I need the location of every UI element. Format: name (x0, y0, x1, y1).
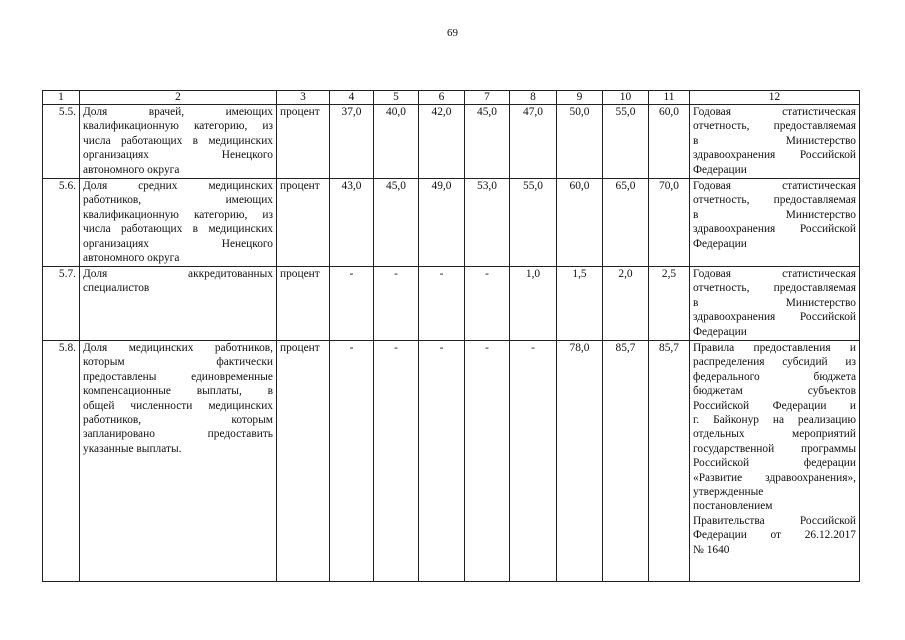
text-line: компенсационные выплаты, в (83, 385, 273, 398)
text-line: Правительства Российской (693, 514, 856, 527)
text-line: общей численности медицинских (83, 399, 273, 412)
value-cell: - (465, 341, 510, 582)
table-body (43, 91, 860, 582)
text-line: Доля аккредитованных (83, 268, 273, 280)
text-line: Доля врачей, имеющих (83, 106, 273, 118)
text-line: Федерации (693, 325, 747, 338)
text-line: автономного округа (83, 163, 180, 176)
value-cell: 37,0 (330, 105, 374, 179)
header-cell-2: 2 (80, 91, 277, 105)
text-line: автономного округа (83, 252, 180, 265)
header-cell-7: 7 (465, 91, 510, 105)
text-line: организациях Ненецкого (83, 149, 273, 162)
text-line: Российской Федерации и (693, 399, 856, 412)
indicator-name (80, 105, 277, 179)
text-line: специалистов (83, 282, 150, 295)
text-line: Российской федерации (693, 457, 856, 470)
text-line: отчетность, предоставляемая (693, 194, 856, 207)
text-line: государственной программы (693, 442, 856, 455)
text-line: № 1640 (693, 543, 730, 556)
text-line: Доля средних медицинских (83, 180, 273, 192)
value-cell: 85,7 (603, 341, 649, 582)
value-cell: 2,0 (603, 267, 649, 341)
value-cell: 45,0 (465, 105, 510, 179)
row-number: 5.7. (43, 267, 80, 341)
row-number: 5.5. (43, 105, 80, 179)
table-row (43, 267, 860, 341)
text-line: предоставлены единовременные (83, 370, 273, 383)
header-cell-1: 1 (43, 91, 80, 105)
data-source (690, 267, 860, 341)
indicators-table (42, 90, 860, 582)
value-cell: 78,0 (557, 341, 603, 582)
text-line: работников, которым (83, 414, 273, 427)
text-line: отчетность, предоставляемая (693, 120, 856, 133)
value-cell: 42,0 (419, 105, 465, 179)
value-cell: - (465, 267, 510, 341)
unit: процент (277, 267, 330, 341)
table-row (43, 179, 860, 267)
text-line: распределения субсидий из (693, 356, 856, 369)
value-cell: - (374, 267, 419, 341)
row-number: 5.8. (43, 341, 80, 582)
value-cell: 85,7 (649, 341, 690, 582)
text-line: Федерации от 26.12.2017 (693, 529, 856, 542)
text-line: запланировано предоставить (83, 428, 273, 441)
text-line: квалификационную категорию, из (83, 120, 273, 133)
value-cell: - (330, 267, 374, 341)
table-row (43, 341, 860, 582)
text-line: числа работающих в медицинских (83, 134, 273, 147)
value-cell: - (330, 341, 374, 582)
text-line: здравоохранения Российской (693, 223, 856, 236)
text-line: квалификационную категорию, из (83, 208, 273, 221)
text-line: здравоохранения Российской (693, 149, 856, 162)
text-line: федерального бюджета (693, 370, 856, 383)
value-cell: - (374, 341, 419, 582)
value-cell: 70,0 (649, 179, 690, 267)
text-line: работников, имеющих (83, 194, 273, 207)
text-line: Правила предоставления и (693, 342, 856, 354)
text-line: Федерации (693, 237, 747, 250)
text-line: Годовая статистическая (693, 106, 856, 118)
value-cell: 53,0 (465, 179, 510, 267)
value-cell: 1,5 (557, 267, 603, 341)
header-cell-9: 9 (557, 91, 603, 105)
table-row (43, 105, 860, 179)
header-cell-10: 10 (603, 91, 649, 105)
text-line: в Министерство (693, 296, 856, 309)
data-source (690, 341, 860, 582)
header-cell-4: 4 (330, 91, 374, 105)
text-line: в Министерство (693, 208, 856, 221)
header-cell-6: 6 (419, 91, 465, 105)
data-source (690, 105, 860, 179)
value-cell: - (419, 267, 465, 341)
value-cell: 49,0 (419, 179, 465, 267)
text-line: организациях Ненецкого (83, 237, 273, 250)
value-cell: 60,0 (649, 105, 690, 179)
header-cell-12: 12 (690, 91, 860, 105)
text-line: Федерации (693, 163, 747, 176)
text-line: постановлением (693, 500, 773, 513)
header-row (43, 91, 860, 105)
unit: процент (277, 105, 330, 179)
indicator-name (80, 267, 277, 341)
header-cell-5: 5 (374, 91, 419, 105)
value-cell: 60,0 (557, 179, 603, 267)
text-line: которым фактически (83, 356, 273, 369)
text-line: здравоохранения Российской (693, 311, 856, 324)
value-cell: - (419, 341, 465, 582)
text-line: Годовая статистическая (693, 268, 856, 280)
indicator-name (80, 341, 277, 582)
page-number: 69 (447, 27, 458, 39)
text-line: бюджетам субъектов (693, 385, 856, 398)
value-cell: 45,0 (374, 179, 419, 267)
text-line: Годовая статистическая (693, 180, 856, 192)
text-line: г. Байконур на реализацию (693, 414, 856, 427)
text-line: в Министерство (693, 134, 856, 147)
value-cell: 1,0 (510, 267, 557, 341)
value-cell: - (510, 341, 557, 582)
value-cell: 40,0 (374, 105, 419, 179)
unit: процент (277, 179, 330, 267)
row-number: 5.6. (43, 179, 80, 267)
header-cell-11: 11 (649, 91, 690, 105)
text-line: указанные выплаты. (83, 442, 182, 455)
value-cell: 2,5 (649, 267, 690, 341)
value-cell: 50,0 (557, 105, 603, 179)
value-cell: 47,0 (510, 105, 557, 179)
value-cell: 55,0 (603, 105, 649, 179)
value-cell: 43,0 (330, 179, 374, 267)
text-line: Доля медицинских работников, (83, 342, 273, 354)
indicator-name (80, 179, 277, 267)
text-line: отдельных мероприятий (693, 428, 856, 441)
header-cell-8: 8 (510, 91, 557, 105)
value-cell: 65,0 (603, 179, 649, 267)
text-line: «Развитие здравоохранения», (693, 471, 856, 484)
text-line: отчетность, предоставляемая (693, 282, 856, 295)
text-line: числа работающих в медицинских (83, 223, 273, 236)
unit: процент (277, 341, 330, 582)
data-source (690, 179, 860, 267)
header-cell-3: 3 (277, 91, 330, 105)
value-cell: 55,0 (510, 179, 557, 267)
text-line: утвержденные (693, 486, 764, 499)
